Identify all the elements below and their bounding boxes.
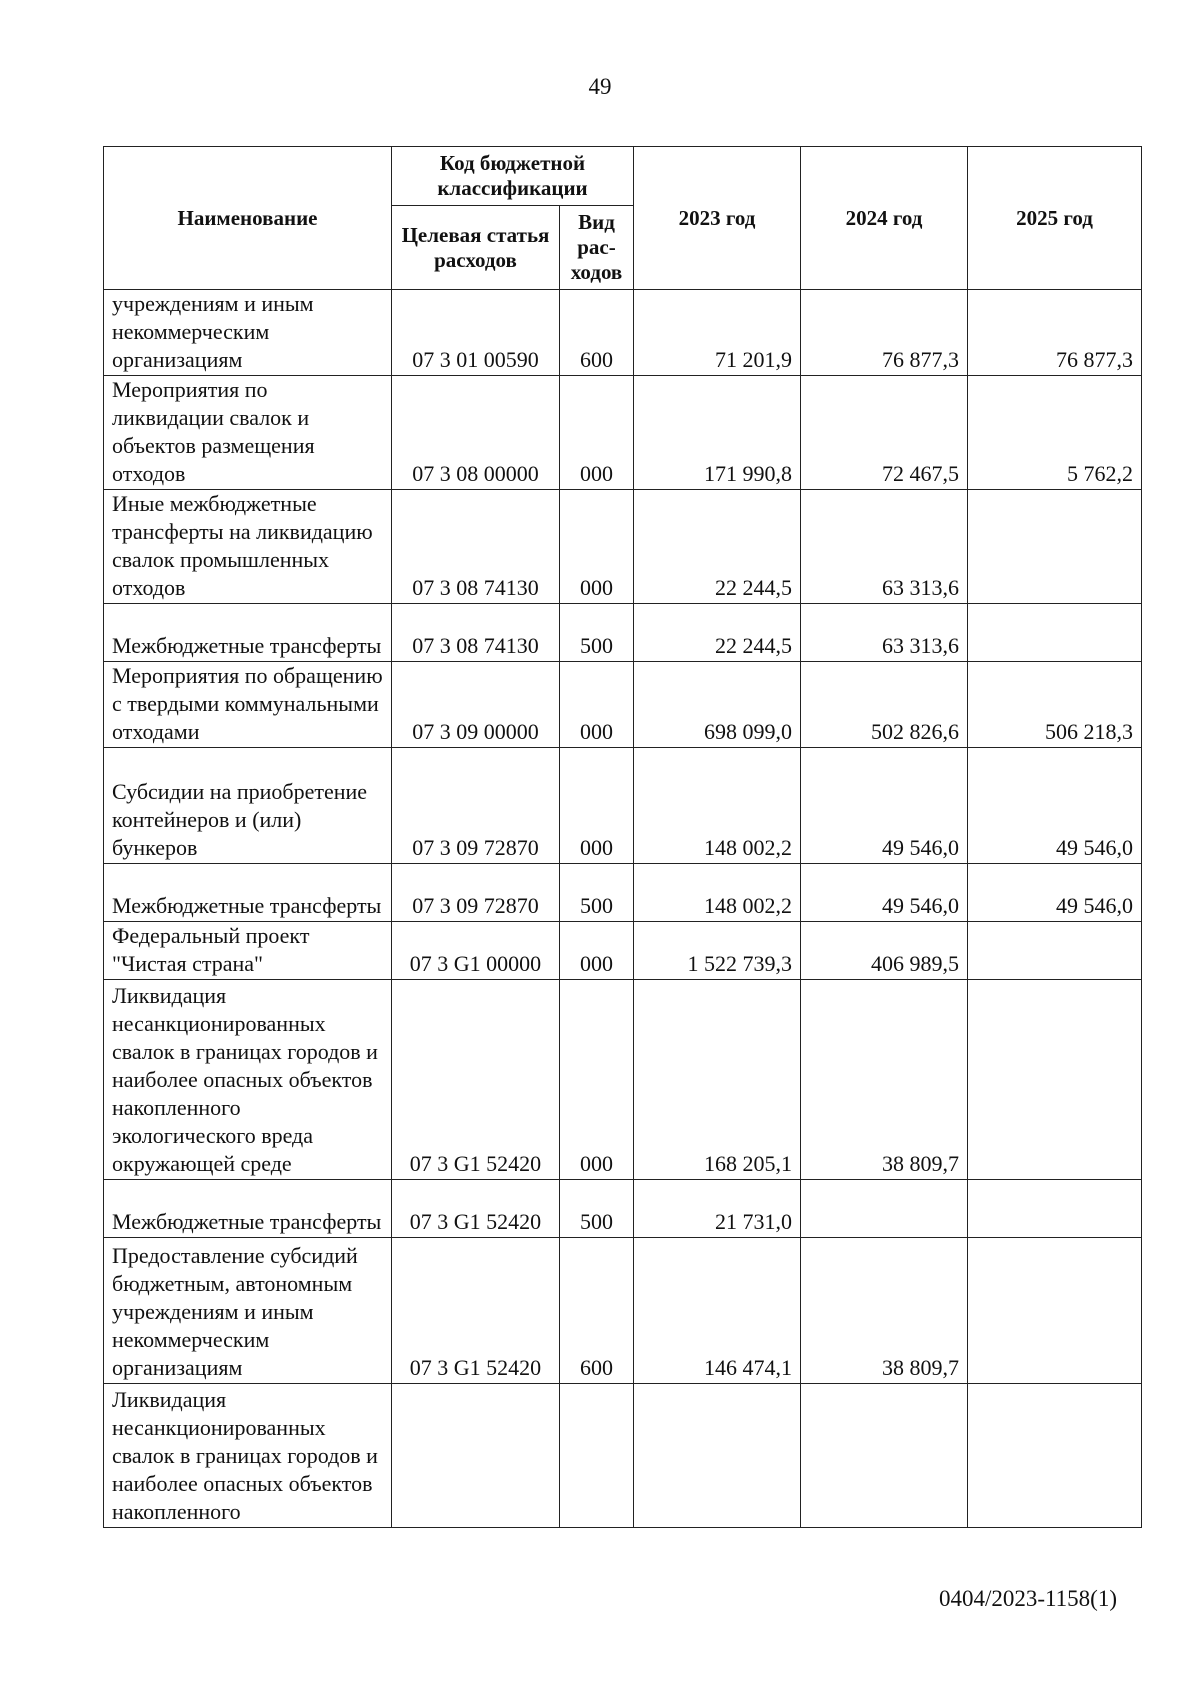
row-name: Предоставление субсидий бюджетным, автономным учреждениям и иным некоммерческим организациям xyxy=(104,1238,392,1384)
row-2023: 148 002,2 xyxy=(634,864,801,922)
row-vid: 000 xyxy=(560,748,634,864)
row-vid: 500 xyxy=(560,864,634,922)
row-2025: 506 218,3 xyxy=(968,662,1142,748)
row-code: 07 3 08 74130 xyxy=(392,490,560,604)
row-name: Межбюджетные трансферты xyxy=(104,604,392,662)
row-2023: 148 002,2 xyxy=(634,748,801,864)
row-2024: 406 989,5 xyxy=(801,922,968,980)
table-row xyxy=(104,604,1142,662)
row-2025 xyxy=(968,1180,1142,1238)
header-target: Целевая статья расходов xyxy=(392,206,560,290)
table-header xyxy=(104,147,1142,290)
table-row xyxy=(104,748,1142,864)
row-name: Межбюджетные трансферты xyxy=(104,864,392,922)
row-2025: 5 762,2 xyxy=(968,376,1142,490)
row-name: Иные межбюджетные трансферты на ликвидацию свалок промышленных отходов xyxy=(104,490,392,604)
row-name: Субсидии на приобретение контейнеров и (или) бункеров xyxy=(104,748,392,864)
header-2024: 2024 год xyxy=(801,147,968,290)
row-2024: 63 313,6 xyxy=(801,490,968,604)
row-code xyxy=(392,1384,560,1528)
row-code: 07 3 G1 52420 xyxy=(392,1180,560,1238)
row-vid: 600 xyxy=(560,1238,634,1384)
row-code: 07 3 G1 52420 xyxy=(392,980,560,1180)
row-2024: 76 877,3 xyxy=(801,290,968,376)
row-2023: 1 522 739,3 xyxy=(634,922,801,980)
row-2023 xyxy=(634,1384,801,1528)
budget-table xyxy=(103,146,1142,1528)
table-row xyxy=(104,980,1142,1180)
row-2025 xyxy=(968,980,1142,1180)
row-2025: 76 877,3 xyxy=(968,290,1142,376)
row-2025 xyxy=(968,922,1142,980)
header-2025: 2025 год xyxy=(968,147,1142,290)
row-2025: 49 546,0 xyxy=(968,864,1142,922)
row-vid: 500 xyxy=(560,1180,634,1238)
row-code: 07 3 09 00000 xyxy=(392,662,560,748)
row-2024: 49 546,0 xyxy=(801,864,968,922)
header-name: Наименование xyxy=(104,147,392,290)
row-code: 07 3 G1 52420 xyxy=(392,1238,560,1384)
row-2023: 146 474,1 xyxy=(634,1238,801,1384)
row-2023: 22 244,5 xyxy=(634,490,801,604)
row-2023: 171 990,8 xyxy=(634,376,801,490)
row-vid: 000 xyxy=(560,662,634,748)
header-kbk: Код бюджетной классификации xyxy=(392,147,634,206)
row-name: Мероприятия по обращению с твердыми коммунальными отходами xyxy=(104,662,392,748)
row-name: Мероприятия по ликвидации свалок и объектов размещения отходов xyxy=(104,376,392,490)
row-2024: 38 809,7 xyxy=(801,1238,968,1384)
table-row xyxy=(104,864,1142,922)
row-2023: 698 099,0 xyxy=(634,662,801,748)
row-vid: 500 xyxy=(560,604,634,662)
row-2024: 38 809,7 xyxy=(801,980,968,1180)
row-2023: 71 201,9 xyxy=(634,290,801,376)
row-2025 xyxy=(968,604,1142,662)
row-code: 07 3 09 72870 xyxy=(392,748,560,864)
row-code: 07 3 08 00000 xyxy=(392,376,560,490)
row-code: 07 3 01 00590 xyxy=(392,290,560,376)
header-2023: 2023 год xyxy=(634,147,801,290)
row-name: учреждениям и иным некоммерческим организациям xyxy=(104,290,392,376)
row-code: 07 3 G1 00000 xyxy=(392,922,560,980)
row-2024: 72 467,5 xyxy=(801,376,968,490)
row-2025 xyxy=(968,1238,1142,1384)
row-name: Федеральный проект "Чистая страна" xyxy=(104,922,392,980)
row-2023: 21 731,0 xyxy=(634,1180,801,1238)
row-vid: 600 xyxy=(560,290,634,376)
row-2024 xyxy=(801,1384,968,1528)
row-vid: 000 xyxy=(560,376,634,490)
document-number: 0404/2023-1158(1) xyxy=(938,1586,1117,1611)
table-row xyxy=(104,662,1142,748)
row-vid: 000 xyxy=(560,922,634,980)
row-code: 07 3 09 72870 xyxy=(392,864,560,922)
row-2024: 49 546,0 xyxy=(801,748,968,864)
row-2024: 502 826,6 xyxy=(801,662,968,748)
row-2023: 168 205,1 xyxy=(634,980,801,1180)
table-row xyxy=(104,290,1142,376)
row-2025: 49 546,0 xyxy=(968,748,1142,864)
row-vid: 000 xyxy=(560,980,634,1180)
row-2024: 63 313,6 xyxy=(801,604,968,662)
row-code: 07 3 08 74130 xyxy=(392,604,560,662)
row-2025 xyxy=(968,1384,1142,1528)
table-row xyxy=(104,1180,1142,1238)
row-name: Межбюджетные трансферты xyxy=(104,1180,392,1238)
header-vid: Вид рас-ходов xyxy=(560,206,634,290)
table-row xyxy=(104,1238,1142,1384)
table-row xyxy=(104,376,1142,490)
row-2023: 22 244,5 xyxy=(634,604,801,662)
row-name: Ликвидация несанкционированных свалок в границах городов и наиболее опасных объектов накопленного экологического вреда окружающей среде xyxy=(104,980,392,1180)
row-vid: 000 xyxy=(560,490,634,604)
page-number: 49 xyxy=(588,74,612,99)
table-row xyxy=(104,922,1142,980)
table-row xyxy=(104,490,1142,604)
row-2025 xyxy=(968,490,1142,604)
row-name: Ликвидация несанкционированных свалок в границах городов и наиболее опасных объектов накопленного xyxy=(104,1384,392,1528)
row-vid xyxy=(560,1384,634,1528)
row-2024 xyxy=(801,1180,968,1238)
table-row xyxy=(104,1384,1142,1528)
